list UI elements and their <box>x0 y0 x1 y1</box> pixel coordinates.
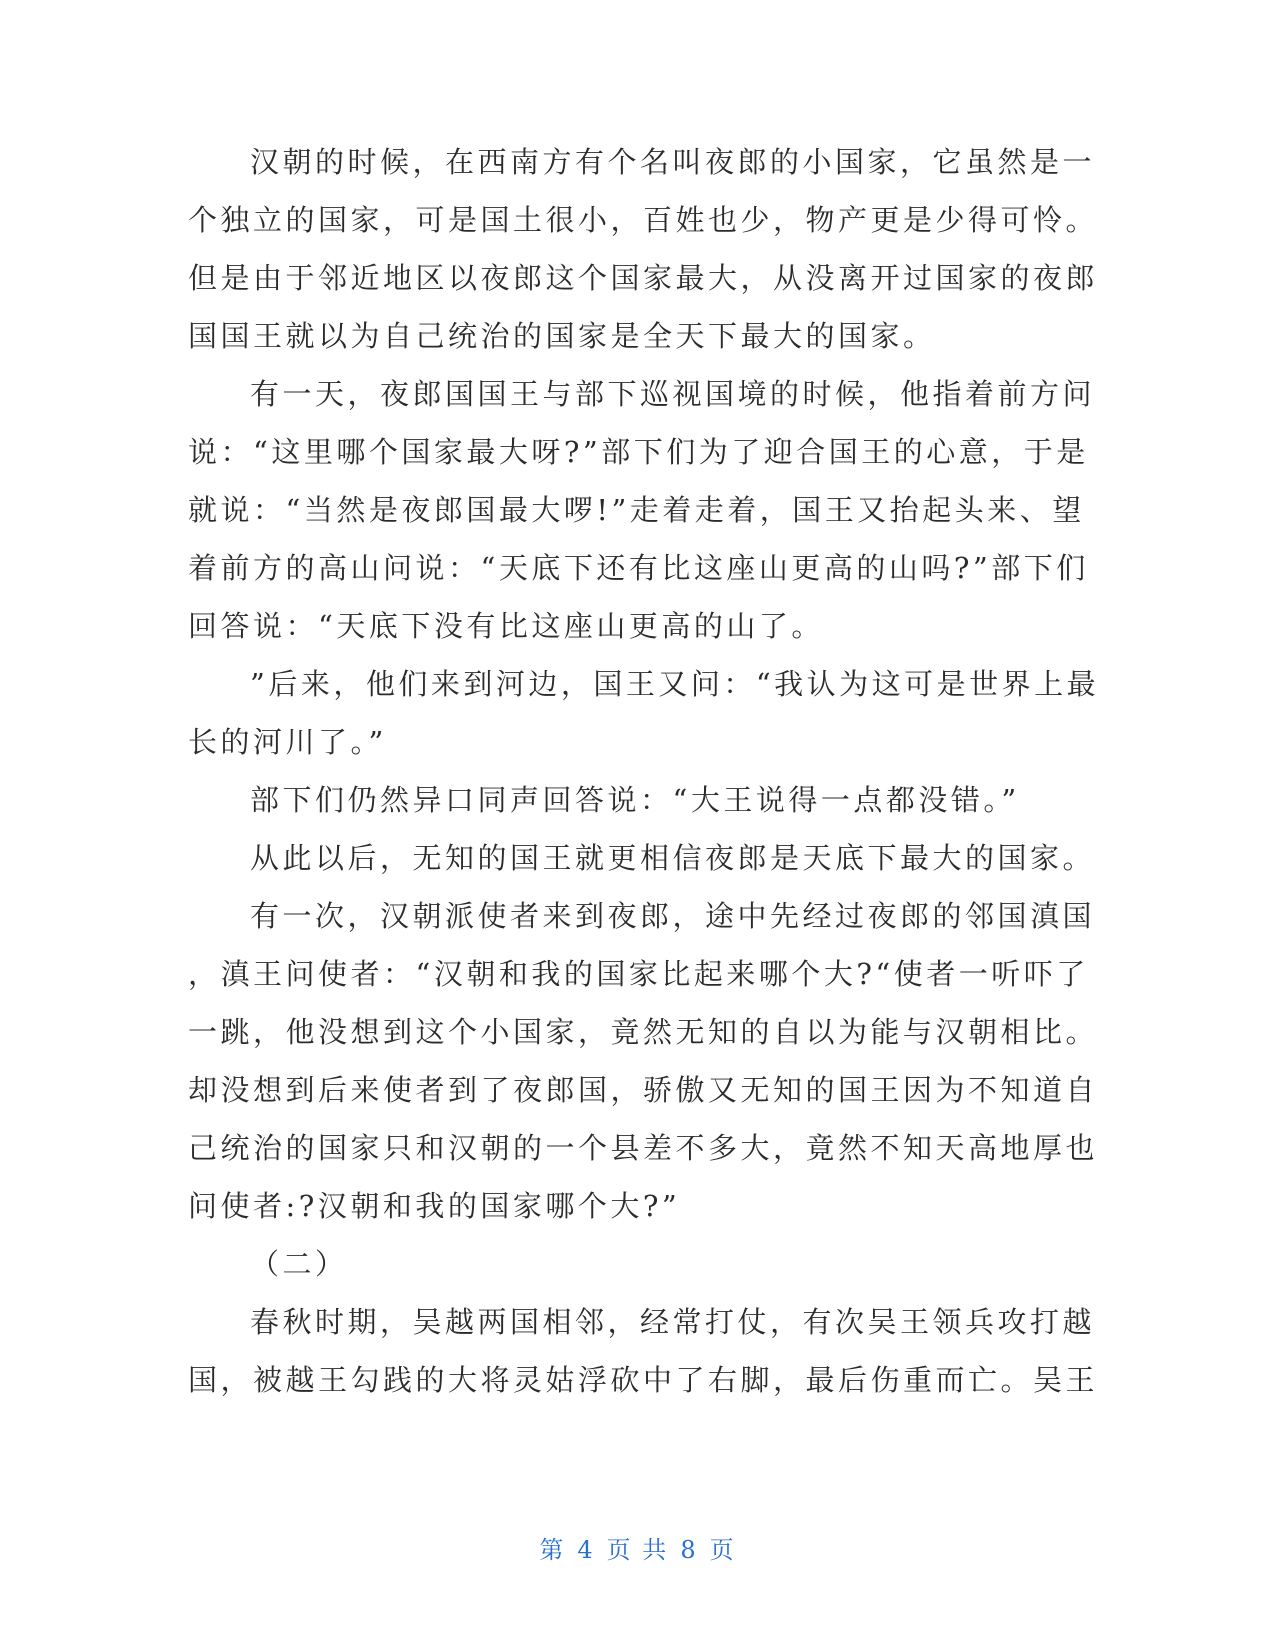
text-line: 就说：“当然是夜郎国最大啰!”走着走着，国王又抬起头来、望 <box>188 493 1085 527</box>
text-line: 从此以后，无知的国王就更相信夜郎是天底下最大的国家。 <box>250 841 1096 875</box>
footer-prefix: 第 <box>539 1536 566 1564</box>
text-line: 部下们仍然异口同声回答说：“大王说得一点都没错。” <box>250 783 1020 817</box>
text-line: ，滇王问使者：“汉朝和我的国家比起来哪个大?“使者一听吓了 <box>188 957 1089 991</box>
text-line: 有一次，汉朝派使者来到夜郎，途中先经过夜郎的邻国滇国 <box>250 899 1096 933</box>
text-line: 但是由于邻近地区以夜郎这个国家最大，从没离开过国家的夜郎 <box>188 261 1099 295</box>
text-line: 汉朝的时候，在西南方有个名叫夜郎的小国家，它虽然是一 <box>250 145 1096 179</box>
text-line: 春秋时期，吴越两国相邻，经常打仗，有次吴王领兵攻打越 <box>250 1305 1096 1339</box>
text-line: 问使者:?汉朝和我的国家哪个大?” <box>188 1189 681 1223</box>
text-line: ”后来，他们来到河边，国王又问：“我认为这可是世界上最 <box>250 667 1100 701</box>
page-footer <box>0 1530 1275 1565</box>
text-line: 己统治的国家只和汉朝的一个县差不多大，竟然不知天高地厚也 <box>188 1131 1099 1165</box>
text-line: 说：“这里哪个国家最大呀?”部下们为了迎合国王的心意，于是 <box>188 435 1089 469</box>
text-line: 着前方的高山问说：“天底下还有比这座山更高的山吗?”部下们 <box>188 551 1089 585</box>
footer-suffix: 页 <box>709 1536 736 1564</box>
text-line: 有一天，夜郎国国王与部下巡视国境的时候，他指着前方问 <box>250 377 1096 411</box>
section-heading: （二） <box>250 1247 348 1281</box>
text-line: 国，被越王勾践的大将灵姑浮砍中了右脚，最后伤重而亡。吴王 <box>188 1363 1099 1397</box>
text-line: 回答说：“天底下没有比这座山更高的山了。 <box>188 609 824 643</box>
footer-total-pages: 8 <box>680 1536 698 1564</box>
text-line: 长的河川了。” <box>188 725 387 759</box>
footer-page-number: 4 <box>577 1536 595 1564</box>
footer-middle: 页 共 <box>606 1536 669 1564</box>
text-line: 国国王就以为自己统治的国家是全天下最大的国家。 <box>188 319 936 353</box>
text-line: 一跳，他没想到这个小国家，竟然无知的自以为能与汉朝相比。 <box>188 1015 1099 1049</box>
text-line: 个独立的国家，可是国土很小，百姓也少，物产更是少得可怜。 <box>188 203 1099 237</box>
text-line: 却没想到后来使者到了夜郎国，骄傲又无知的国王因为不知道自 <box>188 1073 1099 1107</box>
